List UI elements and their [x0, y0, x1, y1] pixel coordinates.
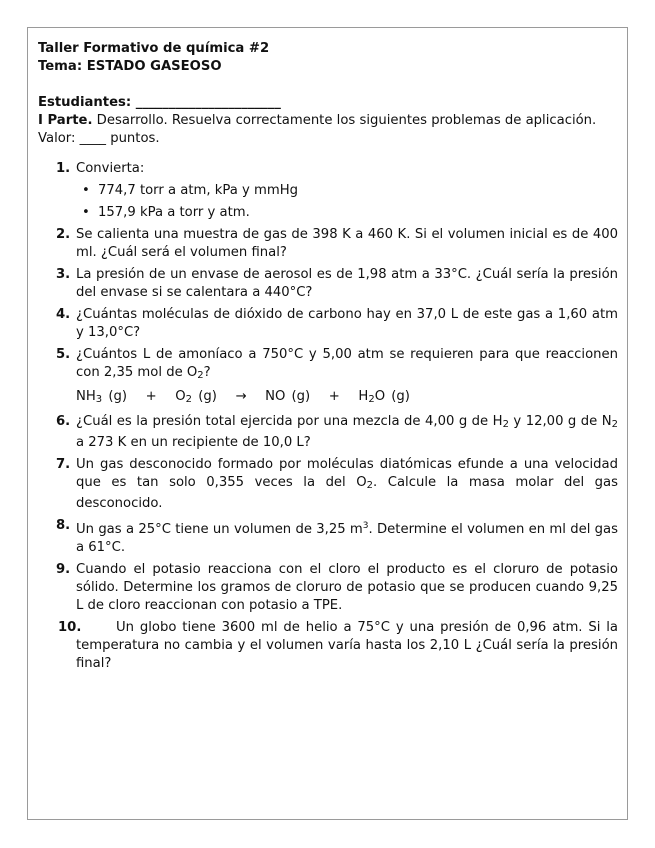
- problem-3: [38, 266, 618, 302]
- problem-10: [38, 619, 618, 673]
- problem-number: 9.: [56, 562, 71, 577]
- problem-1: [38, 160, 618, 222]
- arrow-icon: →: [235, 389, 247, 404]
- problem-text: Se calienta una muestra de gas de 398 K a 460 K. Si el volumen inicial es de 400 ml. ¿Cuál será el volumen final?: [76, 227, 618, 260]
- problem-number: 5.: [56, 347, 71, 362]
- problem-number: 6.: [56, 414, 71, 429]
- problem-text: ¿Cuál es la presión total ejercida por una mezcla de 4,00 g de $H_2$ y 12,00 g de $N_2$ a 273 K en un recipiente de 10,0 L?: [76, 414, 618, 450]
- problem-4: [38, 306, 618, 342]
- problem-2: [38, 226, 618, 262]
- problem-5: [38, 346, 618, 409]
- problem-text: Un globo tiene 3600 ml de helio a 75°C y una presión de 0,96 atm. Si la temperatura no cambia y el volumen varía hasta los 2,10 L ¿Cuál sería la presión final?: [76, 620, 618, 671]
- problem-number: 4.: [56, 307, 71, 322]
- part-text: Desarrollo. Resuelva correctamente los siguientes problemas de aplicación.: [92, 113, 597, 128]
- problem-7: [38, 456, 618, 513]
- problem-number: 1.: [56, 161, 71, 176]
- worksheet-topic: Tema: ESTADO GASEOSO: [38, 59, 222, 74]
- bullet-item: • 774,7 torr a atm, kPa y mmHg: [76, 182, 618, 200]
- bullet-item: • 157,9 kPa a torr y atm.: [76, 204, 618, 222]
- document-body: [38, 40, 618, 677]
- problem-6: [38, 413, 618, 452]
- problem-list: [38, 160, 618, 673]
- problem-text: ¿Cuántos L de amoníaco a 750°C y 5,00 atm se requieren para que reaccionen con 2,35 mol de $O_2$?: [76, 347, 618, 381]
- part-instructions: [38, 112, 618, 130]
- problem-text: Cuando el potasio reacciona con el cloro el producto es el cloruro de potasio sólido. Determine los gramos de cloruro de potasio que se producen cuando 9,25 L de cloro reaccionan con potasio a TPE.: [76, 562, 618, 613]
- part-label: I Parte.: [38, 113, 93, 128]
- conversion-list: [76, 182, 618, 222]
- worksheet-title: Taller Formativo de química #2: [38, 41, 270, 56]
- chemical-equation: $NH_3$ (g) + $O_2$ (g) → NO (g) + $H_2O$ (g): [76, 389, 410, 405]
- problem-number: 7.: [56, 457, 71, 472]
- problem-number: 3.: [56, 267, 71, 282]
- problem-number: 2.: [56, 227, 71, 242]
- problem-number: 8.: [56, 518, 71, 533]
- problem-text: Un gas desconocido formado por moléculas diatómicas efunde a una velocidad que es tan solo 0,355 veces la del $O_2$. Calcule la masa molar del gas desconocido.: [76, 457, 618, 511]
- value-line: Valor: ____ puntos.: [38, 131, 160, 146]
- problem-number: 10.: [58, 620, 82, 635]
- students-field: Estudiantes: ______________________: [38, 95, 281, 110]
- problem-text: La presión de un envase de aerosol es de 1,98 atm a 33°C. ¿Cuál sería la presión del envase si se calentara a 440°C?: [76, 267, 618, 300]
- problem-8: [38, 517, 618, 557]
- problem-text: Convierta:: [76, 161, 145, 176]
- problem-text: Un gas a 25°C tiene un volumen de 3,25 $m^3$. Determine el volumen en ml del gas a 61°C.: [76, 521, 618, 555]
- problem-9: [38, 561, 618, 615]
- problem-text: ¿Cuántas moléculas de dióxido de carbono hay en 37,0 L de este gas a 1,60 atm y 13,0°C?: [76, 307, 618, 340]
